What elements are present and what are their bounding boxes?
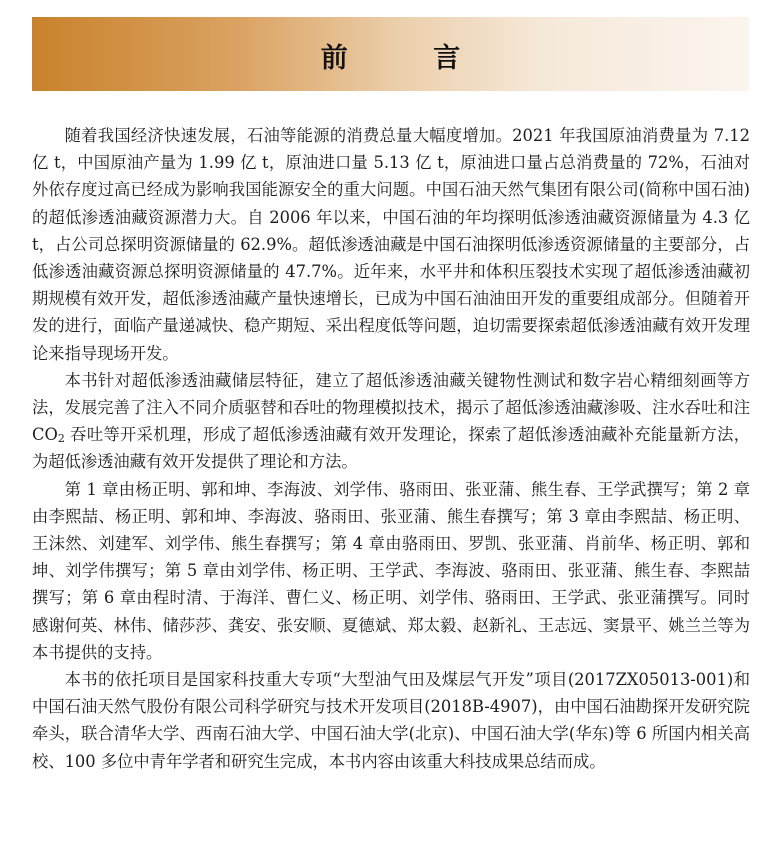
page-title: 前 言	[320, 43, 499, 74]
paragraph-authors: 第 1 章由杨正明、郭和坤、李海波、刘学伟、骆雨田、张亚蒲、熊生春、王学武撰写；第 2 章由李熙喆、杨正明、郭和坤、李海波、骆雨田、张亚蒲、熊生春撰写；第 3 章由李熙喆、杨正明、王沫然、刘建军、刘学伟、熊生春撰写；第 4 章由骆雨田、罗凯、张亚蒲、肖前华、杨正明、郭和坤、刘学伟撰写；第 5 章由刘学伟、杨正明、王学武、李海波、骆雨田、张亚蒲、熊生春、李熙喆撰写；第 6 章由程时清、于海洋、曹仁义、杨正明、刘学伟、骆雨田、王学武、张亚蒲撰写。同时感谢何英、林伟、储莎莎、龚安、张安顺、夏德斌、郑太毅、赵新礼、王志远、窦景平、姚兰兰等为本书提供的支持。	[32, 479, 750, 662]
paragraph-text: 本书针对超低渗透油藏储层特征，建立了超低渗透油藏关键物性测试和数字岩心精细刻画等方法，发展完善了注入不同介质驱替和吞吐的物理模拟技术，揭示了超低渗透油藏渗吸、注水吞吐和注 CO	[32, 370, 750, 445]
paragraph-book-summary	[32, 367, 750, 476]
paragraph-background: 随着我国经济快速发展，石油等能源的消费总量大幅度增加。2021 年我国原油消费量为 7.12 亿 t，中国原油产量为 1.99 亿 t，原油进口量 5.13 亿 t，原油进口量占总消费量的 72%，石油对外依存度过高已经成为影响我国能源安全的重大问题。中国石油天然气集团有限公司(简称中国石油)的超低渗透油藏资源潜力大。自 2006 年以来，中国石油的年均探明低渗透油藏资源储量为 4.3 亿 t，占公司总探明资源储量的 62.9%。超低渗透油藏是中国石油探明低渗透资源储量的主要部分，占低渗透油藏资源总探明资源储量的 47.7%。近年来，水平井和体积压裂技术实现了超低渗透油藏初期规模有效开发，超低渗透油藏产量快速增长，已成为中国石油油田开发的重要组成部分。但随着开发的进行，面临产量递减快、稳产期短、采出程度低等问题，迫切需要探索超低渗透油藏有效开发理论来指导现场开发。	[32, 126, 750, 363]
subscript-2: 2	[57, 432, 65, 446]
preface-body	[32, 122, 750, 775]
header-banner	[32, 17, 749, 91]
paragraph-funding: 本书的依托项目是国家科技重大专项“大型油气田及煤层气开发”项目(2017ZX05013-001)和中国石油天然气股份有限公司科学研究与技术开发项目(2018B-4907)，由中国石油勘探开发研究院牵头，联合清华大学、西南石油大学、中国石油大学(北京)、中国石油大学(华东)等 6 所国内相关高校、100 多位中青年学者和研究生完成，本书内容由该重大科技成果总结而成。	[32, 670, 750, 771]
paragraph-text: 吞吐等开采机理，形成了超低渗透油藏有效开发理论，探索了超低渗透油藏补充能量新方法，为超低渗透油藏有效开发提供了理论和方法。	[32, 425, 750, 472]
